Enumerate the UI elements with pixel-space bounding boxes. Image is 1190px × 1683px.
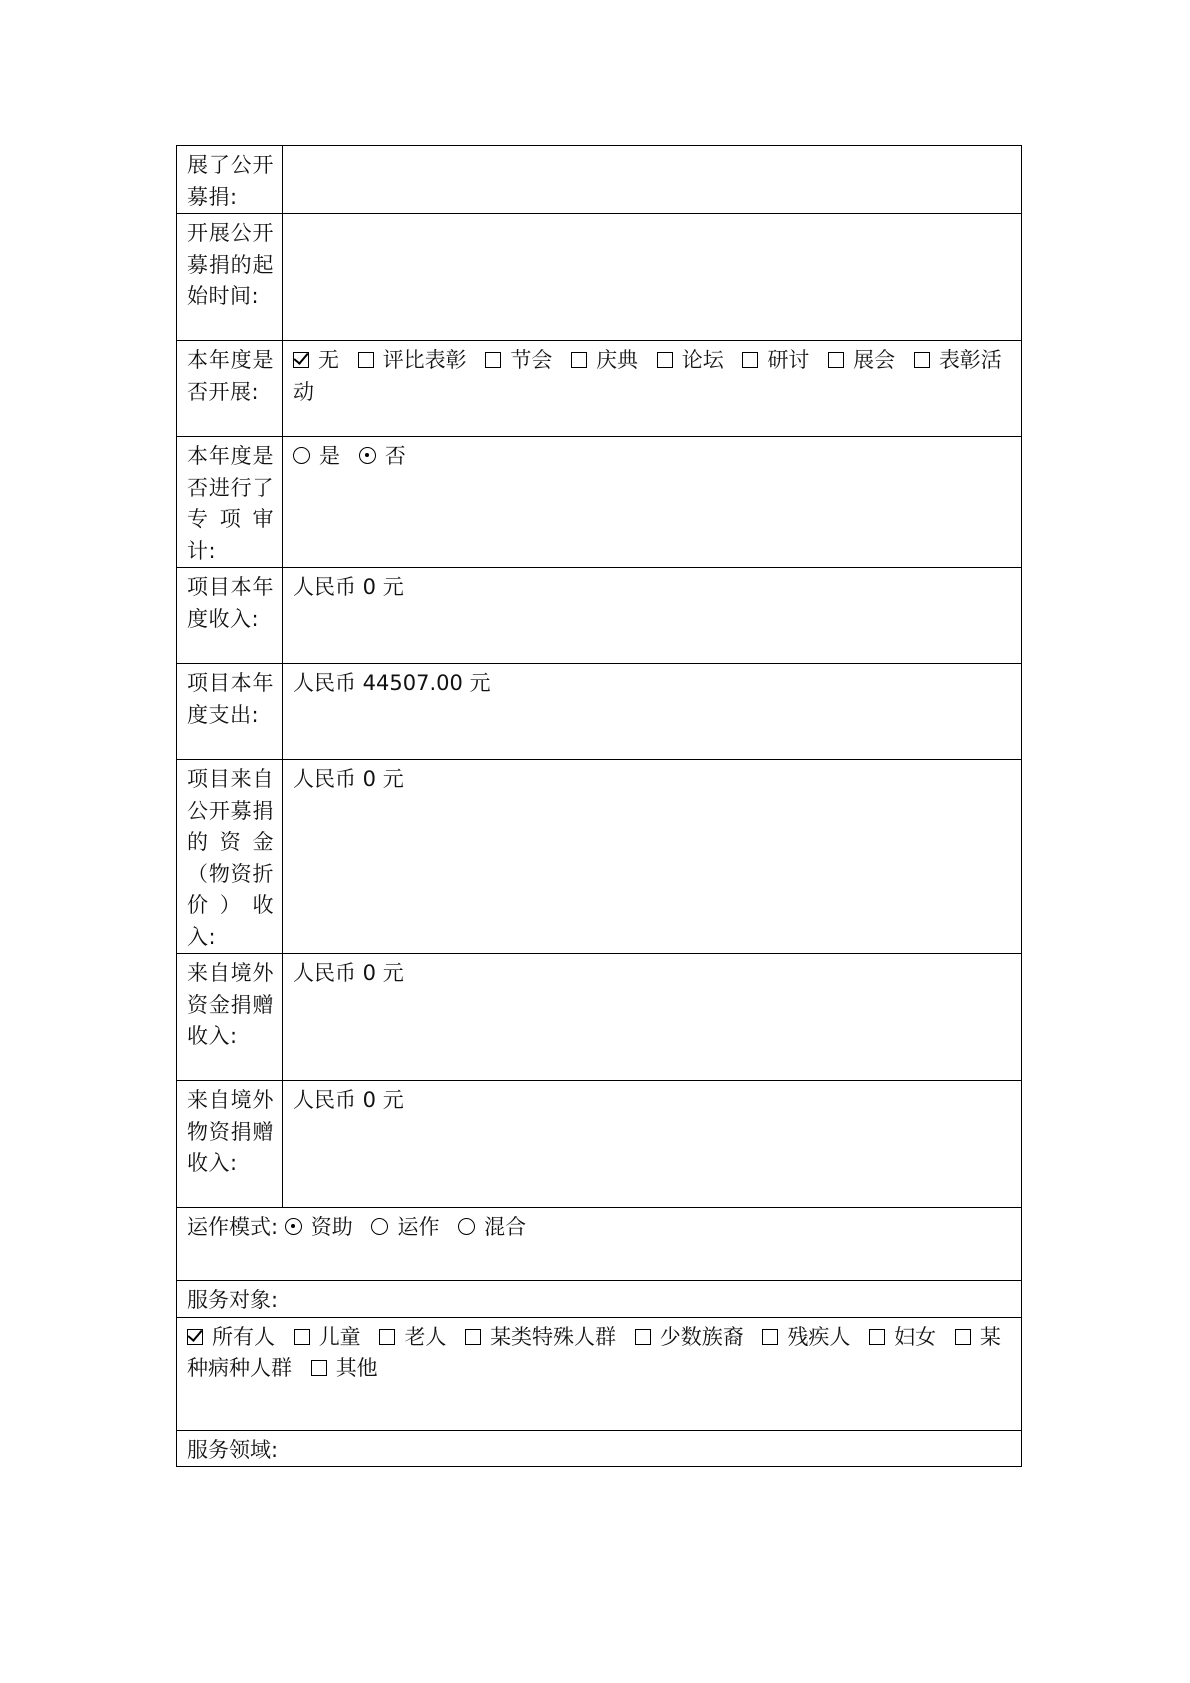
row-service-domain [177,1430,1022,1467]
value-annual-income: 人民币 0 元 [283,568,1022,664]
activity-option-exhibition[interactable]: 展会 [828,348,907,372]
checkbox-checked-icon[interactable] [293,352,309,368]
row-public-fundraising-income [177,760,1022,954]
checkbox-icon[interactable] [358,352,374,368]
activity-option-festival[interactable]: 节会 [485,348,564,372]
checkbox-icon[interactable] [828,352,844,368]
checkbox-checked-icon[interactable] [187,1329,203,1345]
label-fundraising-start-time: 开展公开募捐的起始时间: [177,214,283,341]
radio-icon[interactable] [458,1218,475,1235]
label-public-fundraising: 展了公开募捐: [177,146,283,214]
radio-icon[interactable] [371,1218,388,1235]
label-special-audit: 本年度是否进行了专项审计: [177,437,283,568]
checkbox-icon[interactable] [955,1329,971,1345]
activity-option-none[interactable]: 无 [293,348,351,372]
operation-mode-cell [177,1208,1022,1281]
value-overseas-funds: 人民币 0 元 [283,954,1022,1081]
checkbox-icon[interactable] [635,1329,651,1345]
mode-option-mixed[interactable]: 混合 [458,1215,538,1239]
row-service-target-label [177,1281,1022,1318]
row-special-audit [177,437,1022,568]
label-activities: 本年度是否开展: [177,341,283,437]
activity-option-celebration[interactable]: 庆典 [571,348,650,372]
row-public-fundraising [177,146,1022,214]
value-annual-expense: 人民币 44507.00 元 [283,664,1022,760]
mode-option-funding[interactable]: 资助 [285,1215,365,1239]
activity-option-seminar[interactable]: 研讨 [742,348,821,372]
target-option-elderly[interactable]: 老人 [379,1325,458,1349]
row-operation-mode [177,1208,1022,1281]
checkbox-icon[interactable] [294,1329,310,1345]
checkbox-icon[interactable] [742,352,758,368]
service-target-options [177,1317,1022,1430]
audit-option-no[interactable]: 否 [359,444,418,468]
target-option-other[interactable]: 其他 [311,1356,390,1380]
checkbox-icon[interactable] [485,352,501,368]
target-option-ethnic-minorities[interactable]: 少数族裔 [635,1325,756,1349]
checkbox-icon[interactable] [869,1329,885,1345]
target-option-disabled[interactable]: 残疾人 [762,1325,862,1349]
row-overseas-funds [177,954,1022,1081]
value-special-audit [283,437,1022,568]
target-option-women[interactable]: 妇女 [869,1325,948,1349]
row-annual-expense [177,664,1022,760]
label-annual-income: 项目本年度收入: [177,568,283,664]
activity-option-award[interactable]: 评比表彰 [358,348,479,372]
value-public-fundraising [283,146,1022,214]
label-public-fundraising-income: 项目来自公开募捐的资金（物资折价）收入: [177,760,283,954]
checkbox-icon[interactable] [914,352,930,368]
row-fundraising-start-time [177,214,1022,341]
checkbox-icon[interactable] [571,352,587,368]
checkbox-icon[interactable] [465,1329,481,1345]
form-table [176,145,1022,1467]
activity-option-commendation[interactable]: 表彰活动 [293,348,1002,404]
radio-selected-icon[interactable] [359,447,376,464]
checkbox-icon[interactable] [762,1329,778,1345]
value-activities [283,341,1022,437]
checkbox-icon[interactable] [657,352,673,368]
value-fundraising-start-time [283,214,1022,341]
checkbox-icon[interactable] [379,1329,395,1345]
mode-option-operating[interactable]: 运作 [371,1215,451,1239]
label-annual-expense: 项目本年度支出: [177,664,283,760]
value-overseas-materials: 人民币 0 元 [283,1081,1022,1208]
label-overseas-materials: 来自境外物资捐赠收入: [177,1081,283,1208]
row-overseas-materials [177,1081,1022,1208]
operation-mode-label: 运作模式: [187,1215,279,1239]
service-domain-label: 服务领域: [177,1430,1022,1467]
row-service-target-options [177,1317,1022,1430]
target-option-children[interactable]: 儿童 [294,1325,373,1349]
checkbox-icon[interactable] [311,1360,327,1376]
target-option-everyone[interactable]: 所有人 [187,1325,287,1349]
radio-icon[interactable] [293,447,310,464]
label-overseas-funds: 来自境外资金捐赠收入: [177,954,283,1081]
service-target-label: 服务对象: [177,1281,1022,1318]
target-option-disease-groups[interactable]: 某种病种人群 [187,1324,1001,1380]
radio-selected-icon[interactable] [285,1218,302,1235]
row-activities [177,341,1022,437]
activity-option-forum[interactable]: 论坛 [657,348,736,372]
audit-option-yes[interactable]: 是 [293,444,352,468]
target-option-special-groups[interactable]: 某类特殊人群 [465,1325,628,1349]
row-annual-income [177,568,1022,664]
value-public-fundraising-income: 人民币 0 元 [283,760,1022,954]
